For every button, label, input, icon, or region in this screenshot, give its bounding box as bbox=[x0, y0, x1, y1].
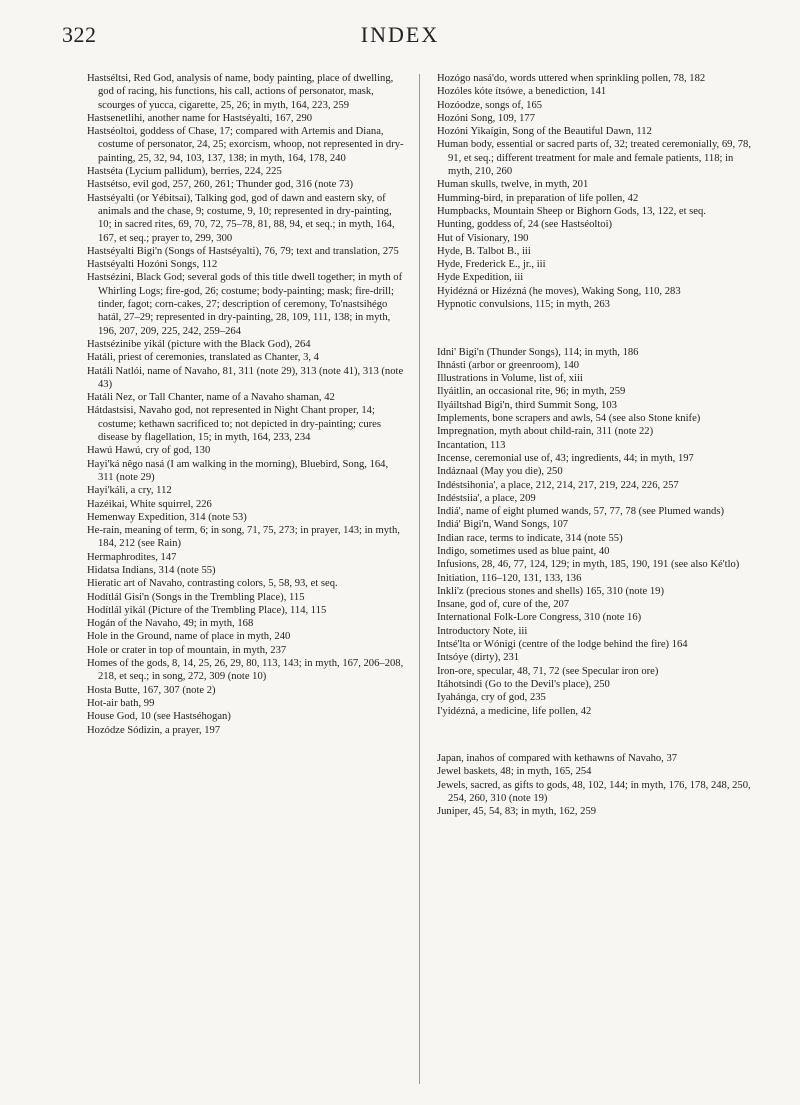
index-entry: Idni' Bigi'n (Thunder Songs), 114; in myth, 186 bbox=[437, 346, 639, 358]
index-entry: Human body, essential or sacred parts of, 32; treated ceremonially, 69, 78, 91, et seq.; different treatment for male and female patients, 118; in myth, 210, 260 bbox=[437, 139, 751, 178]
index-entry: Hastsézinibe yikál (picture with the Black God), 264 bbox=[87, 338, 311, 350]
index-entry: Itáhotsindi (Go to the Devil's place), 250 bbox=[437, 678, 610, 690]
index-entry: Hozódze Sódizin, a prayer, 197 bbox=[87, 724, 221, 736]
index-entry: Hypnotic convulsions, 115; in myth, 263 bbox=[437, 299, 610, 311]
index-entry: Hunting, goddess of, 24 (see Hastséoltoi) bbox=[437, 219, 613, 231]
index-entry: Illustrations in Volume, list of, xiii bbox=[437, 373, 583, 385]
index-entry: Introductory Note, iii bbox=[437, 625, 528, 637]
index-entry: Homes of the gods, 8, 14, 25, 26, 29, 80, 113, 143; in myth, 167, 206–208, 218, et seq.; in song, 272, 309 (note 10) bbox=[87, 658, 404, 683]
index-entry: House God, 10 (see Hastséhogan) bbox=[87, 711, 231, 723]
index-entry: He-rain, meaning of term, 6; in song, 71, 75, 273; in prayer, 143; in myth, 184, 212 (see Rain) bbox=[87, 525, 400, 550]
index-entry: Indiá', name of eight plumed wands, 57, 77, 78 (see Plumed wands) bbox=[437, 506, 724, 518]
index-entry: Intsóye (dirty), 231 bbox=[437, 652, 520, 664]
index-entry: Hayi'ká nêgo nasá (I am walking in the morning), Bluebird, Song, 164, 311 (note 29) bbox=[87, 458, 389, 483]
index-entry: Hot-air bath, 99 bbox=[87, 697, 155, 709]
page-header bbox=[0, 22, 800, 66]
index-entry: Hozóodze, songs of, 165 bbox=[437, 99, 543, 111]
index-entry: Jewels, sacred, as gifts to gods, 48, 102, 144; in myth, 176, 178, 248, 250, 254, 260, 310 (note 19) bbox=[437, 779, 751, 804]
index-entry: Hawú Hawú, cry of god, 130 bbox=[87, 445, 211, 457]
index-entry: Initiation, 116–120, 131, 133, 136 bbox=[437, 572, 582, 584]
page-number: 322 bbox=[62, 22, 97, 47]
index-entry: Hole or crater in top of mountain, in myth, 237 bbox=[87, 644, 287, 656]
index-entry: Hemenway Expedition, 314 (note 53) bbox=[87, 511, 247, 523]
section-gap bbox=[437, 322, 755, 335]
index-entry: International Folk-Lore Congress, 310 (note 16) bbox=[437, 612, 642, 624]
index-entry: Hyidézná or Hizézná (he moves), Waking Song, 110, 283 bbox=[437, 285, 681, 297]
index-entry: Hozóles kóte ítsówe, a benediction, 141 bbox=[437, 86, 607, 98]
index-entry: Incantation, 113 bbox=[437, 439, 506, 451]
index-entry: Intsé'lta or Wónigi (centre of the lodge behind the fire) 164 bbox=[437, 639, 688, 651]
index-entry: Hastsétso, evil god, 257, 260, 261; Thunder god, 316 (note 73) bbox=[87, 179, 354, 191]
index-entry: I'yidézná, a medicine, life pollen, 42 bbox=[437, 705, 592, 717]
index-column-left bbox=[87, 72, 405, 737]
index-entry: Indéstsiia', a place, 209 bbox=[437, 492, 536, 504]
index-entry: Hatáli Natlói, name of Navaho, 81, 311 (note 29), 313 (note 41), 313 (note 43) bbox=[87, 365, 404, 390]
index-entry: Human skulls, twelve, in myth, 201 bbox=[437, 179, 589, 191]
index-entry: Hátdastsisi, Navaho god, not represented in Night Chant proper, 14; costume; kethawn sacrificed to; not depicted in dry-painting; cures disease by flagellation, 15; in myth, 164, 233, 234 bbox=[87, 405, 382, 444]
index-entry: Hastséta (Lycium pallidum), berries, 224, 225 bbox=[87, 166, 282, 178]
column-divider bbox=[419, 74, 420, 1084]
index-entry: Hastséyalti (or Yébitsai), Talking god, god of dawn and eastern sky, of animals and the chase, 9; costume, 9, 10; represented in dry-painting, 10; in sacred rites, 69, 70, 72, 75–78, 81, 88, 94, et seq.; in myth, 164, 167, et seq.; prayer to, 299, 300 bbox=[87, 192, 395, 244]
index-entry: Implements, bone scrapers and awls, 54 (see also Stone knife) bbox=[437, 413, 701, 425]
index-entry: Hyde, Frederick E., jr., iii bbox=[437, 259, 546, 271]
index-entry: Hosta Butte, 167, 307 (note 2) bbox=[87, 684, 216, 696]
index-entry: Impregnation, myth about child-rain, 311 (note 22) bbox=[437, 426, 654, 438]
index-entry: Hatáli, priest of ceremonies, translated as Chanter, 3, 4 bbox=[87, 352, 319, 364]
running-head: INDEX bbox=[360, 22, 440, 47]
index-entry: Hatáli Nez, or Tall Chanter, name of a Navaho shaman, 42 bbox=[87, 392, 335, 404]
index-entry: Incense, ceremonial use of, 43; ingredients, 44; in myth, 197 bbox=[437, 452, 694, 464]
index-entry: Hozóni Yikaígin, Song of the Beautiful Dawn, 112 bbox=[437, 126, 652, 138]
index-entry: Hazéikai, White squirrel, 226 bbox=[87, 498, 212, 510]
index-entry: Japan, inahos of compared with kethawns of Navaho, 37 bbox=[437, 753, 678, 765]
index-entry: Indiá' Bigi'n, Wand Songs, 107 bbox=[437, 519, 569, 531]
index-entry: Hayi'káli, a cry, 112 bbox=[87, 485, 172, 497]
index-entry: Hieratic art of Navaho, contrasting colors, 5, 58, 93, et seq. bbox=[87, 578, 338, 590]
index-column-right bbox=[437, 72, 755, 819]
index-entry: Hidatsa Indians, 314 (note 55) bbox=[87, 564, 216, 576]
index-entry: Infusions, 28, 46, 77, 124, 129; in myth, 185, 190, 191 (see also Ké'tlo) bbox=[437, 559, 740, 571]
index-entry: Hole in the Ground, name of place in myth, 240 bbox=[87, 631, 291, 643]
index-entry: Hastséoltoi, goddess of Chase, 17; compared with Artemis and Diana, costume of personator, 24, 25; exorcism, whoop, not represented in dry-painting, 25, 32, 94, 103, 137, 138; in myth, 164, 178, 240 bbox=[87, 126, 404, 164]
index-entry: Indáznaal (May you die), 250 bbox=[437, 466, 563, 478]
index-entry: Iron-ore, specular, 48, 71, 72 (see Specular iron ore) bbox=[437, 665, 659, 677]
index-entry: Hozógo nasá'do, words uttered when sprinkling pollen, 78, 182 bbox=[437, 73, 706, 84]
index-entry: Ilyáitlin, an occasional rite, 96; in myth, 259 bbox=[437, 386, 626, 398]
index-entry: Hastséyalti Bigi'n (Songs of Hastséyalti), 76, 79; text and translation, 275 bbox=[87, 245, 399, 257]
index-entry: Hermaphrodites, 147 bbox=[87, 551, 177, 563]
index-entry: Insane, god of, cure of the, 207 bbox=[437, 599, 570, 611]
index-entry: Indéstsihonia', a place, 212, 214, 217, 219, 224, 226, 257 bbox=[437, 479, 679, 491]
index-entry: Hodítlál Gisi'n (Songs in the Trembling Place), 115 bbox=[87, 591, 305, 603]
index-entry: Jewel baskets, 48; in myth, 165, 254 bbox=[437, 766, 592, 778]
index-entry: Indigo, sometimes used as blue paint, 40 bbox=[437, 545, 610, 557]
section-gap bbox=[437, 728, 755, 741]
index-entry: Inkli'z (precious stones and shells) 165, 310 (note 19) bbox=[437, 585, 664, 597]
index-entry: Hastsenetlihi, another name for Hastséyalti, 167, 290 bbox=[87, 112, 313, 124]
index-entry: Hastséyalti Hozóni Songs, 112 bbox=[87, 259, 218, 271]
index-entry: Humpbacks, Mountain Sheep or Bighorn Gods, 13, 122, et seq. bbox=[437, 205, 706, 217]
index-entry: Hastséltsi, Red God, analysis of name, body painting, place of dwelling, god of racing, his functions, his call, actions of personator, mask, scourges of yucca, cigarette, 25, 26; in myth, 164, 223, 259 bbox=[87, 73, 394, 111]
index-entry: Hozóni Song, 109, 177 bbox=[437, 112, 535, 124]
index-entry: Ihnásti (arbor or greenroom), 140 bbox=[437, 359, 580, 371]
index-entry: Hodítlál yikál (Picture of the Trembling Place), 114, 115 bbox=[87, 604, 327, 616]
index-entry: Hut of Visionary, 190 bbox=[437, 232, 529, 244]
index-entry: Humming-bird, in preparation of life pollen, 42 bbox=[437, 192, 639, 204]
index-entry: Hastsézini, Black God; several gods of this title dwell together; in myth of Whirling Logs; fire-god, 26; costume; body-painting; mask; fire-drill; tinder, fagot; corn-cakes, 27; description of ceremony, To'nastsihégo hatál, 27–29; represented in dry-painting, 28, 109, 111, 138; in myth, 196, 207, 209, 225, 242, 259–264 bbox=[87, 272, 403, 337]
index-entry: Indian race, terms to indicate, 314 (note 55) bbox=[437, 532, 623, 544]
index-entry: Hyde Expedition, iii bbox=[437, 272, 524, 284]
index-entry: Hogán of the Navaho, 49; in myth, 168 bbox=[87, 618, 254, 630]
index-entry: Ilyáiltshad Bigi'n, third Summit Song, 103 bbox=[437, 399, 617, 411]
index-entry: Iyahánga, cry of god, 235 bbox=[437, 692, 546, 704]
index-entry: Juniper, 45, 54, 83; in myth, 162, 259 bbox=[437, 806, 597, 818]
index-entry: Hyde, B. Talbot B., iii bbox=[437, 245, 531, 257]
